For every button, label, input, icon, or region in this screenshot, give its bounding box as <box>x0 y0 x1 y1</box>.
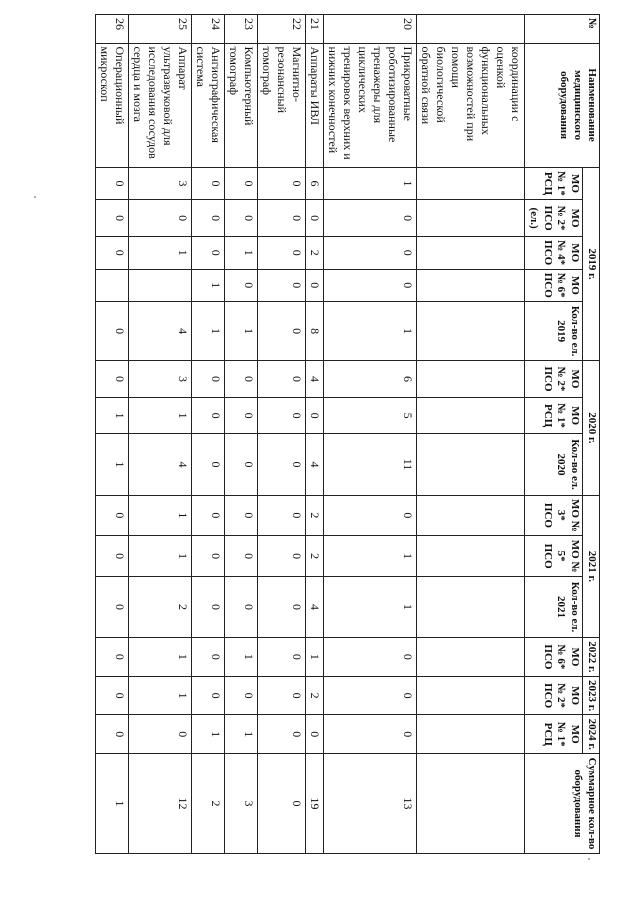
quantity-cell <box>417 200 525 237</box>
sub-header: Кол-во ел. 2021 <box>525 577 583 638</box>
sub-header: МО № 2* ПСО (ел.) <box>525 200 583 237</box>
quantity-cell <box>417 536 525 577</box>
quantity-cell: 0 <box>192 536 225 577</box>
quantity-cell: 6 <box>324 361 417 398</box>
quantity-cell: 6 <box>306 167 324 200</box>
total-cell: 2 <box>192 754 225 854</box>
quantity-cell: 0 <box>258 236 306 269</box>
equipment-name: Ангиографическая система <box>192 43 225 167</box>
quantity-cell: 0 <box>324 495 417 536</box>
quantity-cell: 0 <box>192 495 225 536</box>
quantity-cell: 1 <box>129 236 192 269</box>
quantity-cell: 0 <box>129 715 192 754</box>
quantity-cell: 4 <box>306 434 324 495</box>
row-number <box>417 15 525 44</box>
quantity-cell: 1 <box>225 236 258 269</box>
sub-header: МО № 1* РСЦ <box>525 715 583 754</box>
quantity-cell: 0 <box>96 577 129 638</box>
quantity-cell <box>417 397 525 434</box>
quantity-cell <box>417 434 525 495</box>
quantity-cell: 0 <box>258 361 306 398</box>
quantity-cell <box>417 269 525 302</box>
quantity-cell: 1 <box>192 269 225 302</box>
quantity-cell: 0 <box>192 676 225 715</box>
row-number: 25 <box>129 15 192 44</box>
quantity-cell: 0 <box>96 302 129 361</box>
equipment-table <box>95 14 600 854</box>
quantity-cell: 2 <box>129 577 192 638</box>
quantity-cell: 1 <box>306 638 324 677</box>
quantity-cell: 0 <box>258 715 306 754</box>
quantity-cell: 2 <box>306 236 324 269</box>
quantity-cell: 0 <box>225 495 258 536</box>
row-number: 22 <box>258 15 306 44</box>
quantity-cell <box>417 577 525 638</box>
scan-speck <box>588 858 590 860</box>
year-2024-header: 2024 г. <box>583 715 600 754</box>
quantity-cell: 1 <box>225 638 258 677</box>
quantity-cell: 0 <box>258 536 306 577</box>
quantity-cell: 1 <box>129 397 192 434</box>
quantity-cell: 1 <box>324 577 417 638</box>
scan-speck <box>34 196 36 198</box>
quantity-cell: 0 <box>192 236 225 269</box>
quantity-cell: 0 <box>225 676 258 715</box>
quantity-cell: 1 <box>324 302 417 361</box>
equipment-name: Операционный микроскоп <box>96 43 129 167</box>
col-name-header: Наименование медицинского оборудования <box>525 43 600 167</box>
equipment-name: координации с оценкой функциональных возможностей при помощи биологической обратной связи <box>417 43 525 167</box>
row-number: 20 <box>324 15 417 44</box>
sub-header: МО № 6* ПСО <box>525 638 583 677</box>
quantity-cell: 0 <box>258 397 306 434</box>
quantity-cell: 1 <box>129 638 192 677</box>
sub-header: МО № 2* ПСО <box>525 676 583 715</box>
quantity-cell <box>417 167 525 200</box>
quantity-cell: 1 <box>129 676 192 715</box>
quantity-cell: 11 <box>324 434 417 495</box>
table-row <box>417 15 525 854</box>
equipment-name: Прикроватные роботизированные тренажеры для циклических тренировок верхних и нижних конечностей <box>324 43 417 167</box>
year-2023-header: 2023 г. <box>583 676 600 715</box>
total-cell: 1 <box>96 754 129 854</box>
rotated-page <box>60 14 600 854</box>
quantity-cell: 3 <box>129 361 192 398</box>
total-cell: 12 <box>129 754 192 854</box>
sub-header: МО № 5* ПСО <box>525 536 583 577</box>
year-2021-header: 2021 г. <box>583 495 600 638</box>
sub-header: Кол-во ел. 2020 <box>525 434 583 495</box>
quantity-cell: 8 <box>306 302 324 361</box>
quantity-cell: 2 <box>306 495 324 536</box>
quantity-cell: 0 <box>258 434 306 495</box>
row-number: 26 <box>96 15 129 44</box>
quantity-cell: 0 <box>324 715 417 754</box>
quantity-cell: 3 <box>129 167 192 200</box>
quantity-cell: 0 <box>225 536 258 577</box>
quantity-cell: 0 <box>192 434 225 495</box>
quantity-cell: 4 <box>306 577 324 638</box>
quantity-cell: 0 <box>192 200 225 237</box>
year-2020-header: 2020 г. <box>583 361 600 495</box>
sub-header: МО № 1* РСЦ <box>525 397 583 434</box>
quantity-cell: 0 <box>96 638 129 677</box>
quantity-cell: 0 <box>258 676 306 715</box>
quantity-cell: 0 <box>324 200 417 237</box>
quantity-cell: 0 <box>324 236 417 269</box>
quantity-cell: 0 <box>129 200 192 237</box>
quantity-cell: 0 <box>96 236 129 269</box>
quantity-cell: 0 <box>306 397 324 434</box>
table-row <box>96 15 129 854</box>
quantity-cell: 0 <box>192 397 225 434</box>
quantity-cell: 0 <box>258 302 306 361</box>
quantity-cell: 0 <box>192 361 225 398</box>
quantity-cell: 0 <box>96 715 129 754</box>
quantity-cell <box>417 302 525 361</box>
quantity-cell: 1 <box>192 715 225 754</box>
quantity-cell: 0 <box>192 167 225 200</box>
quantity-cell <box>417 715 525 754</box>
quantity-cell: 0 <box>324 269 417 302</box>
quantity-cell: 0 <box>306 715 324 754</box>
sub-header: МО № 4* ПСО <box>525 236 583 269</box>
quantity-cell: 4 <box>129 302 192 361</box>
quantity-cell: 0 <box>258 577 306 638</box>
quantity-cell: 1 <box>225 302 258 361</box>
total-cell <box>417 754 525 854</box>
quantity-cell: 0 <box>324 676 417 715</box>
quantity-cell: 0 <box>192 638 225 677</box>
quantity-cell: 0 <box>96 536 129 577</box>
quantity-cell: 0 <box>258 167 306 200</box>
table-row <box>324 15 417 854</box>
quantity-cell: 4 <box>306 361 324 398</box>
quantity-cell: 0 <box>225 397 258 434</box>
quantity-cell: 0 <box>225 434 258 495</box>
table-row <box>192 15 225 854</box>
quantity-cell: 4 <box>129 434 192 495</box>
quantity-cell: 0 <box>324 638 417 677</box>
quantity-cell: 1 <box>96 397 129 434</box>
quantity-cell <box>417 236 525 269</box>
equipment-name: Магнитно-резонансный томограф <box>258 43 306 167</box>
year-2022-header: 2022 г. <box>583 638 600 677</box>
quantity-cell: 0 <box>96 676 129 715</box>
quantity-cell: 0 <box>192 577 225 638</box>
quantity-cell: 1 <box>129 495 192 536</box>
table-row <box>306 15 324 854</box>
quantity-cell: 0 <box>306 269 324 302</box>
quantity-cell <box>96 269 129 302</box>
row-number: 21 <box>306 15 324 44</box>
quantity-cell: 2 <box>306 676 324 715</box>
total-cell: 3 <box>225 754 258 854</box>
quantity-cell <box>417 638 525 677</box>
quantity-cell: 2 <box>306 536 324 577</box>
quantity-cell: 0 <box>225 167 258 200</box>
quantity-cell: 0 <box>96 167 129 200</box>
header-row-years <box>583 15 600 854</box>
quantity-cell: 1 <box>192 302 225 361</box>
quantity-cell: 0 <box>258 495 306 536</box>
row-number: 24 <box>192 15 225 44</box>
total-cell: 0 <box>258 754 306 854</box>
quantity-cell <box>417 676 525 715</box>
table-row <box>129 15 192 854</box>
quantity-cell: 0 <box>225 577 258 638</box>
quantity-cell <box>129 269 192 302</box>
quantity-cell: 0 <box>96 495 129 536</box>
quantity-cell: 1 <box>324 536 417 577</box>
quantity-cell: 0 <box>225 361 258 398</box>
quantity-cell <box>417 361 525 398</box>
quantity-cell: 0 <box>258 200 306 237</box>
row-number: 23 <box>225 15 258 44</box>
col-total-header: Суммарное кол-во оборудования <box>525 754 600 854</box>
total-cell: 13 <box>324 754 417 854</box>
quantity-cell: 1 <box>225 715 258 754</box>
quantity-cell: 5 <box>324 397 417 434</box>
equipment-name: Аппарат ультразвуковой для исследования сосудов сердца и мозга <box>129 43 192 167</box>
table-row <box>225 15 258 854</box>
quantity-cell: 0 <box>96 200 129 237</box>
year-2019-header: 2019 г. <box>583 167 600 360</box>
sub-header: МО № 2* ПСО <box>525 361 583 398</box>
quantity-cell: 0 <box>306 200 324 237</box>
sub-header: МО № 6* ПСО <box>525 269 583 302</box>
quantity-cell: 1 <box>324 167 417 200</box>
table-row <box>258 15 306 854</box>
sub-header: МО № 1* РСЦ <box>525 167 583 200</box>
table-body <box>96 15 525 854</box>
quantity-cell: 0 <box>258 638 306 677</box>
total-cell: 19 <box>306 754 324 854</box>
quantity-cell: 0 <box>225 200 258 237</box>
quantity-cell: 0 <box>258 269 306 302</box>
quantity-cell: 1 <box>96 434 129 495</box>
quantity-cell: 0 <box>225 269 258 302</box>
equipment-name: Компьютерный томограф <box>225 43 258 167</box>
quantity-cell <box>417 495 525 536</box>
sub-header: Кол-во ел. 2019 <box>525 302 583 361</box>
equipment-name: Аппараты ИВЛ <box>306 43 324 167</box>
sub-header: МО № 3* ПСО <box>525 495 583 536</box>
quantity-cell: 0 <box>96 361 129 398</box>
quantity-cell: 1 <box>129 536 192 577</box>
col-no-header: № <box>525 15 600 44</box>
